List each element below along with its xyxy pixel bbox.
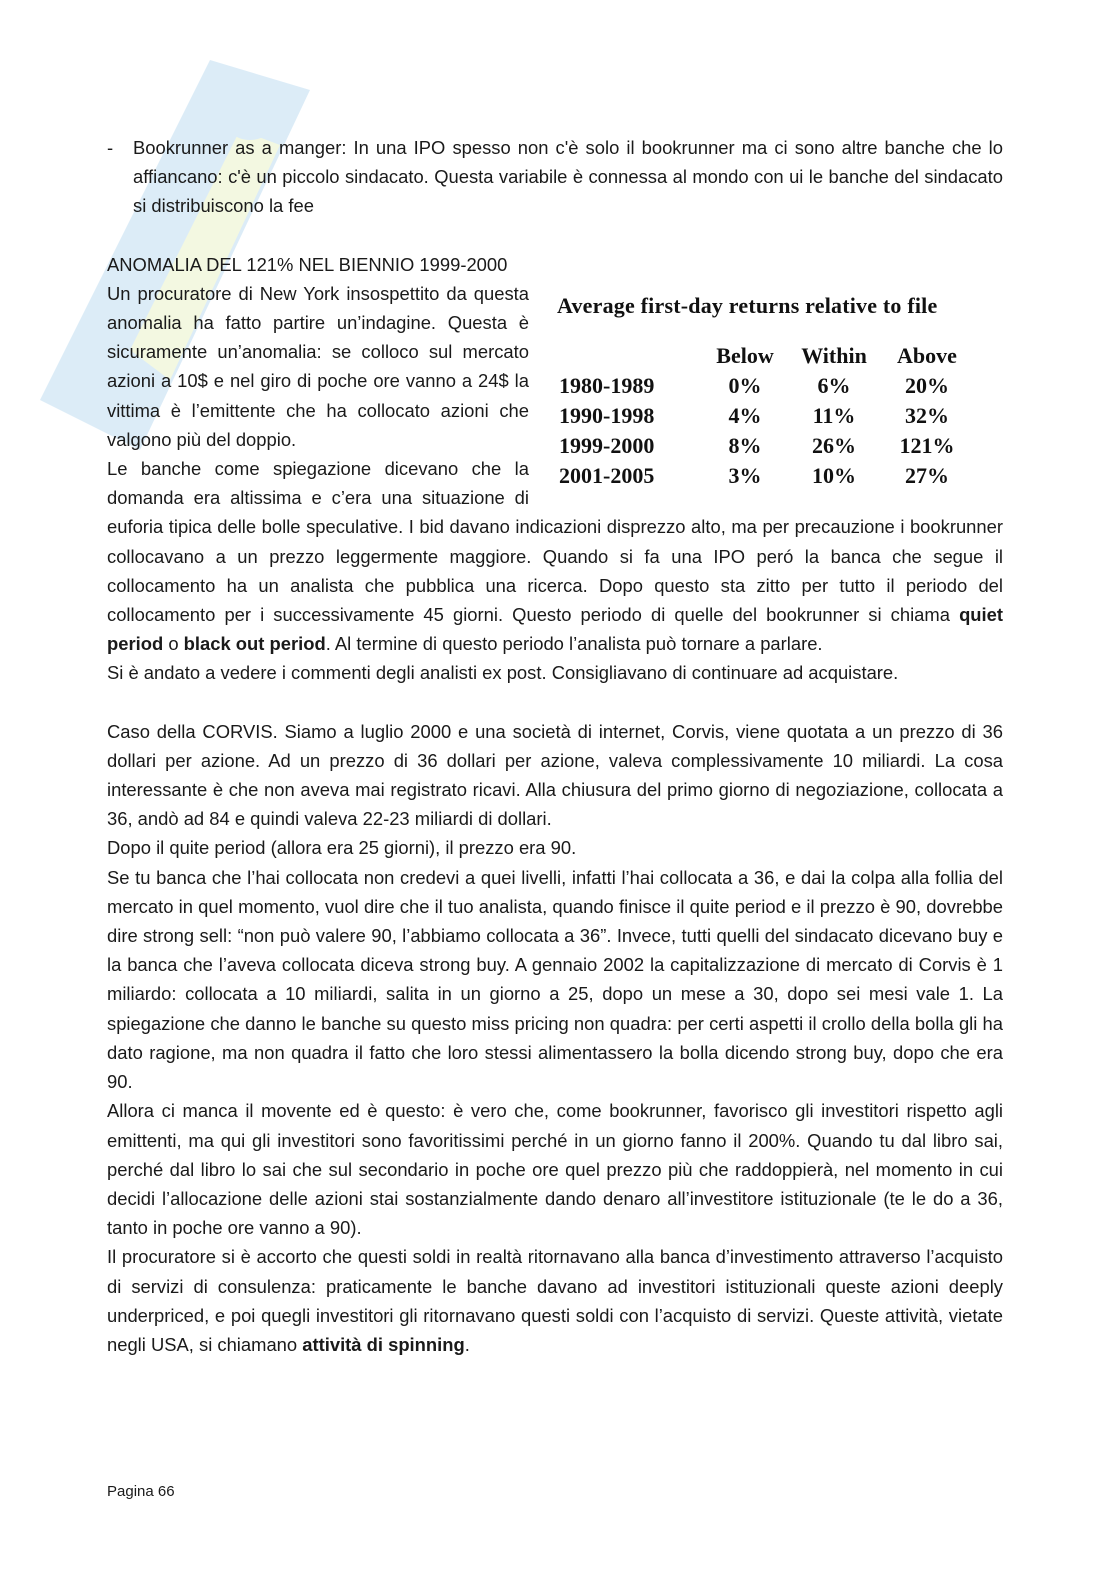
cell-below: 3%: [728, 462, 762, 488]
section-heading: ANOMALIA DEL 121% NEL BIENNIO 1999-2000: [107, 253, 508, 275]
header-below: Below: [716, 342, 774, 368]
cell-above: 121%: [899, 432, 955, 458]
row-period: 2001-2005: [559, 462, 655, 488]
returns-table: [557, 341, 977, 491]
cell-within: 6%: [817, 372, 851, 398]
cell-above: 27%: [905, 462, 949, 488]
header-within: Within: [801, 342, 867, 368]
spinning-term: attività di spinning: [302, 1333, 465, 1355]
corvis-paragraph-3: Se tu banca che l’hai collocata non credevi a quei livelli, infatti l’hai collocata a 36, e dai la colpa alla follia del mercato in quel momento, vuol dire che il tuo analista, quando finisce il quite period e il prezzo è 90, dovrebbe dire strong sell: “non può valere 90, l’abbiamo collocata a 36”. Invece, tutti quelli del sindacato dicevano buy e la banca che l’aveva collocata diceva strong buy. A gennaio 2002 la capitalizzazione di mercato di Corvis è 1 miliardo: collocata a 10 miliardi, salita in un giorno a 25, dopo un mese a 30, dopo sei mesi vale 1. La spiegazione che danno le banche su questo miss pricing non quadra: per certi aspetti il crollo della bolla gli ha dato ragione, ma non quadra il fatto che loro stessi alimentassero la bolla dicendo strong buy, dopo che era 90.: [107, 866, 1003, 1093]
cell-below: 8%: [728, 432, 762, 458]
returns-table-figure: [557, 285, 1003, 511]
corvis-paragraph-4: Allora ci manca il movente ed è questo: è vero che, come bookrunner, favorisco gli investitori rispetto agli emittenti, ma qui gli investitori sono favoritissimi perché in un giorno fanno il 200%. Quando tu dal libro sai, perché dal libro lo sai che sul secondario in poche ore quel prezzo più che raddoppierà, nel momento in cui decidi l’allocazione delle azioni stai sostanzialmente dando denaro all’investitore istituzionale (te le do a 36, tanto in poche ore vanno a 90).: [107, 1100, 1003, 1239]
table-header-row: [557, 341, 977, 371]
table-row: [557, 461, 977, 491]
row-period: 1990-1998: [559, 402, 655, 428]
corvis-paragraph-2: Dopo il quite period (allora era 25 giorni), il prezzo era 90.: [107, 837, 577, 859]
anomaly-paragraph-2: Le banche come spiegazione dicevano che la domanda era altissima e c’era una situazione di euforia tipica delle bolle speculative. I bid davano indicazioni disprezzo alto, ma per precauzione i bookrunner collocavano a un prezzo leggermente maggiore. Quando si fa una IPO peró la banca che segue il collocamento ha un analista che pubblica una ricerca. Dopo questo sta zitto per tutto il periodo del collocamento per i successivamente 45 giorni. Questo periodo di quelle del bookrunner si chiama quiet period o black out period. Al termine di questo periodo l’analista può tornare a parlare.: [107, 458, 1003, 655]
cell-within: 10%: [812, 462, 856, 488]
page-number: Pagina 66: [107, 1483, 175, 1500]
anomaly-paragraph-3: Si è andato a vedere i commenti degli analisti ex post. Consigliavano di continuare ad acquistare.: [107, 662, 899, 684]
bullet-text: Bookrunner as a manger: In una IPO spesso non c'è solo il bookrunner ma ci sono altre banche che lo affiancano: c'è un piccolo sindacato. Questa variabile è connessa al mondo con ui le banche del sindacato si distribuiscono la fee: [133, 137, 1003, 217]
bullet-bookrunner-manager: [107, 133, 1003, 221]
cell-below: 0%: [728, 372, 762, 398]
anomaly-paragraph-1: Un procuratore di New York insospettito da questa anomalia ha fatto partire un’indagine. Questa è sicuramente un’anomalia: se colloco sul mercato azioni a 10$ e nel giro di poche ore vanno a 24$ la vittima è l’emittente che ha collocato azioni che valgono più del doppio.: [107, 282, 529, 450]
cell-above: 20%: [905, 372, 949, 398]
header-above: Above: [897, 342, 957, 368]
cell-below: 4%: [728, 402, 762, 428]
table-row: [557, 431, 977, 461]
table-row: [557, 401, 977, 431]
table-row: [557, 371, 977, 401]
table-title: Average first-day returns relative to file: [557, 292, 938, 318]
cell-above: 32%: [905, 402, 949, 428]
corvis-paragraph-5: Il procuratore si è accorto che questi soldi in realtà ritornavano alla banca d’investimento attraverso l’acquisto di servizi di consulenza: praticamente le banche davano ad investitori istituzionali queste azioni deeply underpriced, e poi quegli investitori gli ritornavano questi soldi con l’acquisto di servizi. Queste attività, vietate negli USA, si chiamano attività di spinning.: [107, 1246, 1003, 1355]
row-period: 1999-2000: [559, 432, 655, 458]
cell-within: 26%: [812, 432, 856, 458]
bullet-dash: -: [107, 137, 114, 158]
row-period: 1980-1989: [559, 372, 655, 398]
corvis-paragraph-1: Caso della CORVIS. Siamo a luglio 2000 e una società di internet, Corvis, viene quotata a un prezzo di 36 dollari per azione. Ad un prezzo di 36 dollari per azione, valeva complessivamente 10 miliardi. La cosa interessante è che non aveva mai registrato ricavi. Alla chiusura del primo giorno di negoziazione, collocata a 36, andò ad 84 e quindi valeva 22-23 miliardi di dollari.: [107, 720, 1003, 830]
cell-within: 11%: [812, 402, 856, 428]
document-page: [107, 133, 1003, 1359]
black-out-period-term: black out period: [183, 633, 326, 655]
quiet-period-term: quiet period: [107, 604, 1003, 655]
